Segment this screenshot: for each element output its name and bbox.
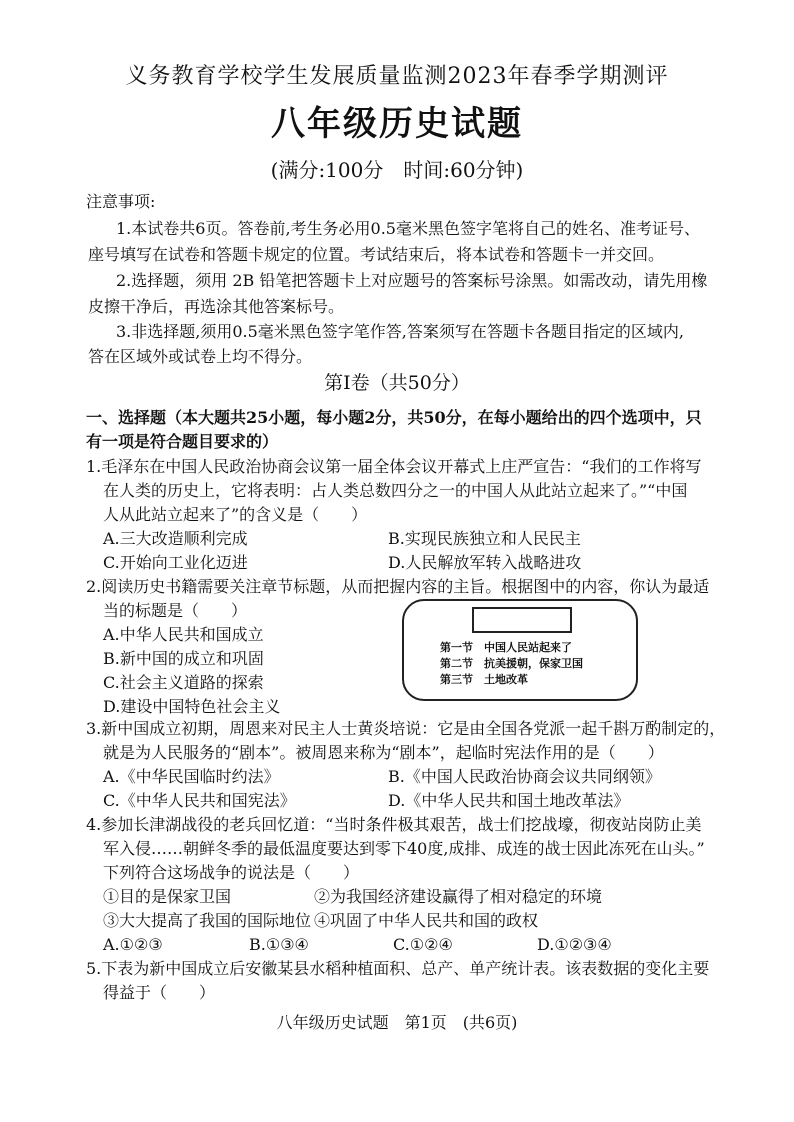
notes-line: 座号填写在试卷和答题卡规定的位置。考试结束后，将本试卷和答题卡一并交回。 bbox=[88, 245, 665, 264]
question-4-stem: 下列符合这场战争的说法是（ ） bbox=[103, 863, 360, 882]
question-3-option-d: D.《中华人民共和国土地改革法》 bbox=[388, 791, 630, 810]
notes-line: 皮擦干净后，再选涂其他答案标号。 bbox=[88, 297, 345, 316]
question-2-option-c: C.社会主义道路的探索 bbox=[103, 673, 264, 692]
question-2-stem: 当的标题是（ ） bbox=[103, 601, 248, 620]
question-2-option-a: A.中华人民共和国成立 bbox=[103, 625, 264, 644]
notes-line: 2.选择题，须用 2B 铅笔把答题卡上对应题号的答案标号涂黑。如需改动，请先用橡 bbox=[116, 271, 708, 290]
question-4-option-c: C.①②④ bbox=[393, 935, 453, 954]
question-4-statement-1: ①目的是保家卫国 bbox=[103, 887, 232, 906]
question-1-option-c: C.开始向工业化迈进 bbox=[103, 553, 248, 572]
question-4-statement-4: ④巩固了中华人民共和国的政权 bbox=[314, 911, 539, 930]
question-2-option-d: D.建设中国特色社会主义 bbox=[103, 697, 281, 716]
notes-heading: 注意事项: bbox=[86, 192, 156, 211]
blank-title-box bbox=[472, 607, 572, 633]
question-3-option-b: B.《中国人民政治协商会议共同纲领》 bbox=[388, 767, 661, 786]
question-4-stem: 军入侵……朝鲜冬季的最低温度要达到零下40度,成排、成连的战士因此冻死在山头。” bbox=[103, 839, 705, 858]
notes-line: 3.非选择题,须用0.5毫米黑色签字笔作答,答案须写在答题卡各题目指定的区域内, bbox=[116, 322, 684, 341]
exam-score-time: (满分:100分 时间:60分钟) bbox=[270, 158, 524, 182]
page-footer: 八年级历史试题 第1页 (共6页) bbox=[276, 1013, 518, 1032]
part-instructions: 一、选择题（本大题共25小题，每小题2分，共50分，在每小题给出的四个选项中，只 bbox=[86, 408, 702, 427]
question-4-statement-3: ③大大提高了我国的国际地位 bbox=[103, 911, 312, 930]
question-1-stem: 人从此站立起来了”的含义是（ ） bbox=[103, 505, 368, 524]
question-4-option-b: B.①③④ bbox=[249, 935, 309, 954]
question-5-stem: 5.下表为新中国成立后安徽某县水稻种植面积、总产、单产统计表。该表数据的变化主要 bbox=[86, 959, 710, 978]
question-1-stem: 1.毛泽东在中国人民政治协商会议第一届全体会议开幕式上庄严宣告：“我们的工作将写 bbox=[86, 457, 702, 476]
question-1-option-b: B.实现民族独立和人民民主 bbox=[388, 529, 581, 548]
chapter-outline-figure bbox=[402, 599, 638, 701]
question-4-stem: 4.参加长津湖战役的老兵回忆道：“当时条件极其艰苦，战士们挖战壕，彻夜站岗防止美 bbox=[86, 815, 702, 834]
question-4-statement-2: ②为我国经济建设赢得了相对稳定的环境 bbox=[314, 887, 603, 906]
chapter-section-3: 第三节 土地改革 bbox=[440, 673, 528, 686]
question-4-option-d: D.①②③④ bbox=[537, 935, 612, 954]
question-3-stem: 就是为人民服务的“剧本”。被周恩来称为“剧本”，起临时宪法作用的是（ ） bbox=[103, 743, 664, 762]
exam-subject-title: 八年级历史试题 bbox=[271, 104, 523, 144]
question-3-option-a: A.《中华民国临时约法》 bbox=[103, 767, 280, 786]
question-2-stem: 2.阅读历史书籍需要关注章节标题，从而把握内容的主旨。根据图中的内容，你认为最适 bbox=[86, 577, 710, 596]
section-title: 第Ⅰ卷（共50分） bbox=[324, 372, 470, 394]
question-3-option-c: C.《中华人民共和国宪法》 bbox=[103, 791, 296, 810]
question-1-stem: 在人类的历史上，它将表明：占人类总数四分之一的中国人从此站立起来了。”“中国 bbox=[103, 481, 688, 500]
chapter-section-1: 第一节 中国人民站起来了 bbox=[440, 641, 572, 654]
part-instructions: 有一项是符合题目要求的） bbox=[86, 432, 279, 451]
question-1-option-a: A.三大改造顺利完成 bbox=[103, 529, 248, 548]
question-3-stem: 3.新中国成立初期，周恩来对民主人士黄炎培说：它是由全国各党派一起千斟万酌制定的， bbox=[86, 719, 726, 738]
question-1-option-d: D.人民解放军转入战略进攻 bbox=[388, 553, 582, 572]
notes-line: 1.本试卷共6页。答卷前,考生务必用0.5毫米黑色签字笔将自己的姓名、准考证号、 bbox=[116, 219, 700, 238]
question-5-stem: 得益于（ ） bbox=[103, 983, 216, 1002]
chapter-section-2: 第二节 抗美援朝，保家卫国 bbox=[440, 657, 583, 670]
exam-header-title: 义务教育学校学生发展质量监测2023年春季学期测评 bbox=[125, 64, 669, 89]
question-4-option-a: A.①②③ bbox=[103, 935, 163, 954]
question-2-option-b: B.新中国的成立和巩固 bbox=[103, 649, 264, 668]
notes-line: 答在区域外或试卷上均不得分。 bbox=[88, 347, 313, 366]
